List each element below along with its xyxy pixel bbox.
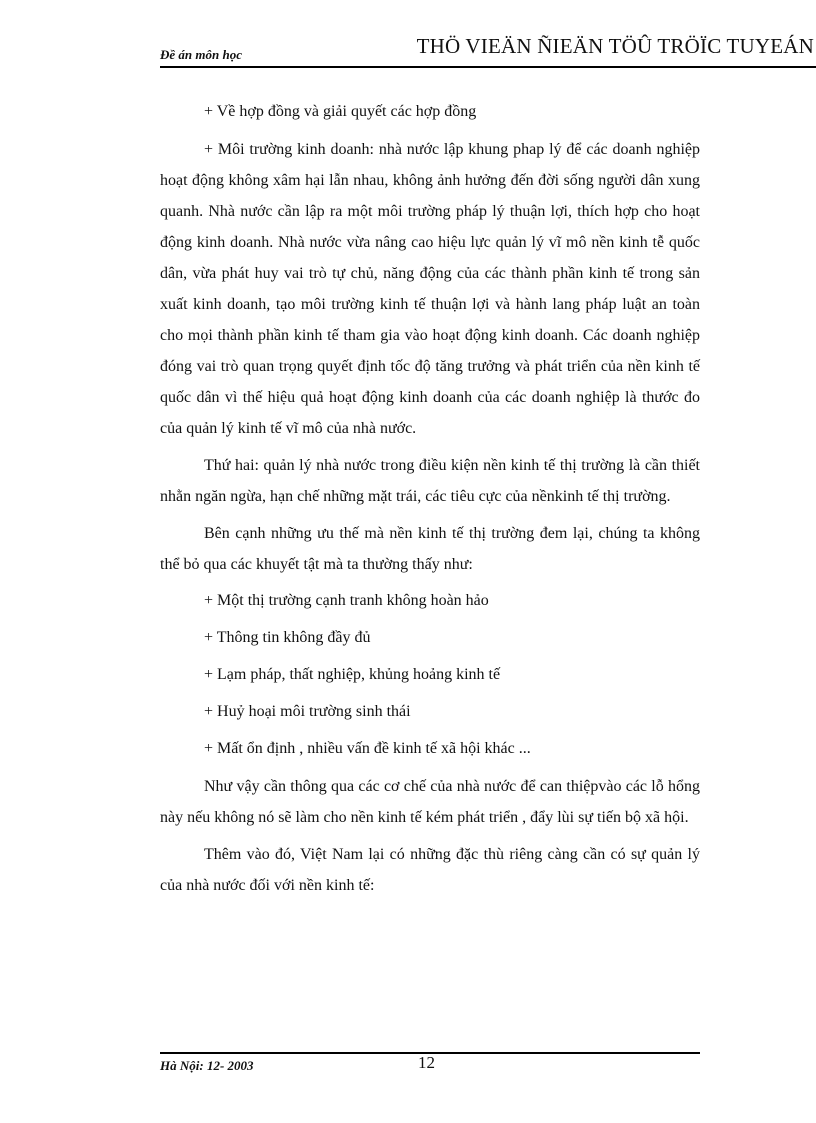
paragraph-business-environment: + Môi trường kinh doanh: nhà nước lập khung phap lý để các doanh nghiệp hoạt động không xâm hại lẫn nhau, không ảnh hưởng đến đời sống người dân xung quanh. Nhà nước cần lập ra một môi trường pháp lý thuận lợi, thích hợp cho hoạt động kinh doanh. Nhà nước vừa nâng cao hiệu lực quản lý vĩ mô nền kinh tễ quốc dân, vừa phát huy vai trò tự chủ, năng động của các thành phần kinh tế trong sản xuất kinh doanh, tạo môi trường kinh tế thuận lợi và hành lang pháp luật an toàn cho mọi thành phần kinh tế tham gia vào hoạt động kinh doanh. Các doanh nghiệp đóng vai trò quan trọng quyết định tốc độ tăng trưởng và phát triển của nền kinh tế quốc dân vì thế hiệu quả hoạt động kinh doanh của các doanh nghiệp là thước đo của quản lý kinh tế vĩ mô của nhà nước. (160, 141, 700, 437)
bullet-imperfect-competition: + Một thị trường cạnh tranh không hoàn hảo (204, 592, 489, 609)
bullet-incomplete-information: + Thông tin không đầy đủ (204, 629, 371, 646)
footer-date: Hà Nội: 12- 2003 (160, 1058, 254, 1073)
header-title: Đề án môn học (160, 47, 242, 62)
paragraph-state-mechanisms: Như vậy cần thông qua các cơ chế của nhà nước để can thiệpvào các lỗ hổng này nếu không nó sẽ làm cho nền kinh tế kém phát triển , đẩy lùi sự tiến bộ xã hội. (160, 778, 700, 826)
header-library-name: THÖ VIEÄN ÑIEÄN TÖÛ TRÖÏC TUYEÁN (416, 34, 814, 58)
paragraph-second-point: Thứ hai: quản lý nhà nước trong điều kiện nền kinh tế thị trường là cần thiết nhằn ngăn ngừa, hạn chế những mặt trái, các tiêu cực của nềnkinh tế thị trường. (160, 457, 700, 505)
bullet-contracts: + Về hợp đồng và giải quyết các hợp đồng (204, 103, 477, 120)
bullet-environment: + Huỷ hoại môi trường sinh thái (204, 703, 411, 720)
bullet-instability: + Mất ổn định , nhiều vấn đề kinh tế xã hội khác ... (204, 740, 531, 757)
bullet-inflation: + Lạm pháp, thất nghiệp, khủng hoảng kinh tế (204, 666, 501, 683)
document-body (160, 97, 700, 907)
paragraph-vietnam-specifics: Thêm vào đó, Việt Nam lại có những đặc thù riêng càng cần có sự quản lý của nhà nước đối với nền kinh tế: (160, 846, 700, 894)
header-divider (160, 66, 816, 68)
paragraph-market-advantages: Bên cạnh những ưu thế mà nền kinh tế thị trường đem lại, chúng ta không thể bỏ qua các khuyết tật mà ta thường thấy như: (160, 525, 700, 573)
page-number: 12 (418, 1053, 435, 1072)
